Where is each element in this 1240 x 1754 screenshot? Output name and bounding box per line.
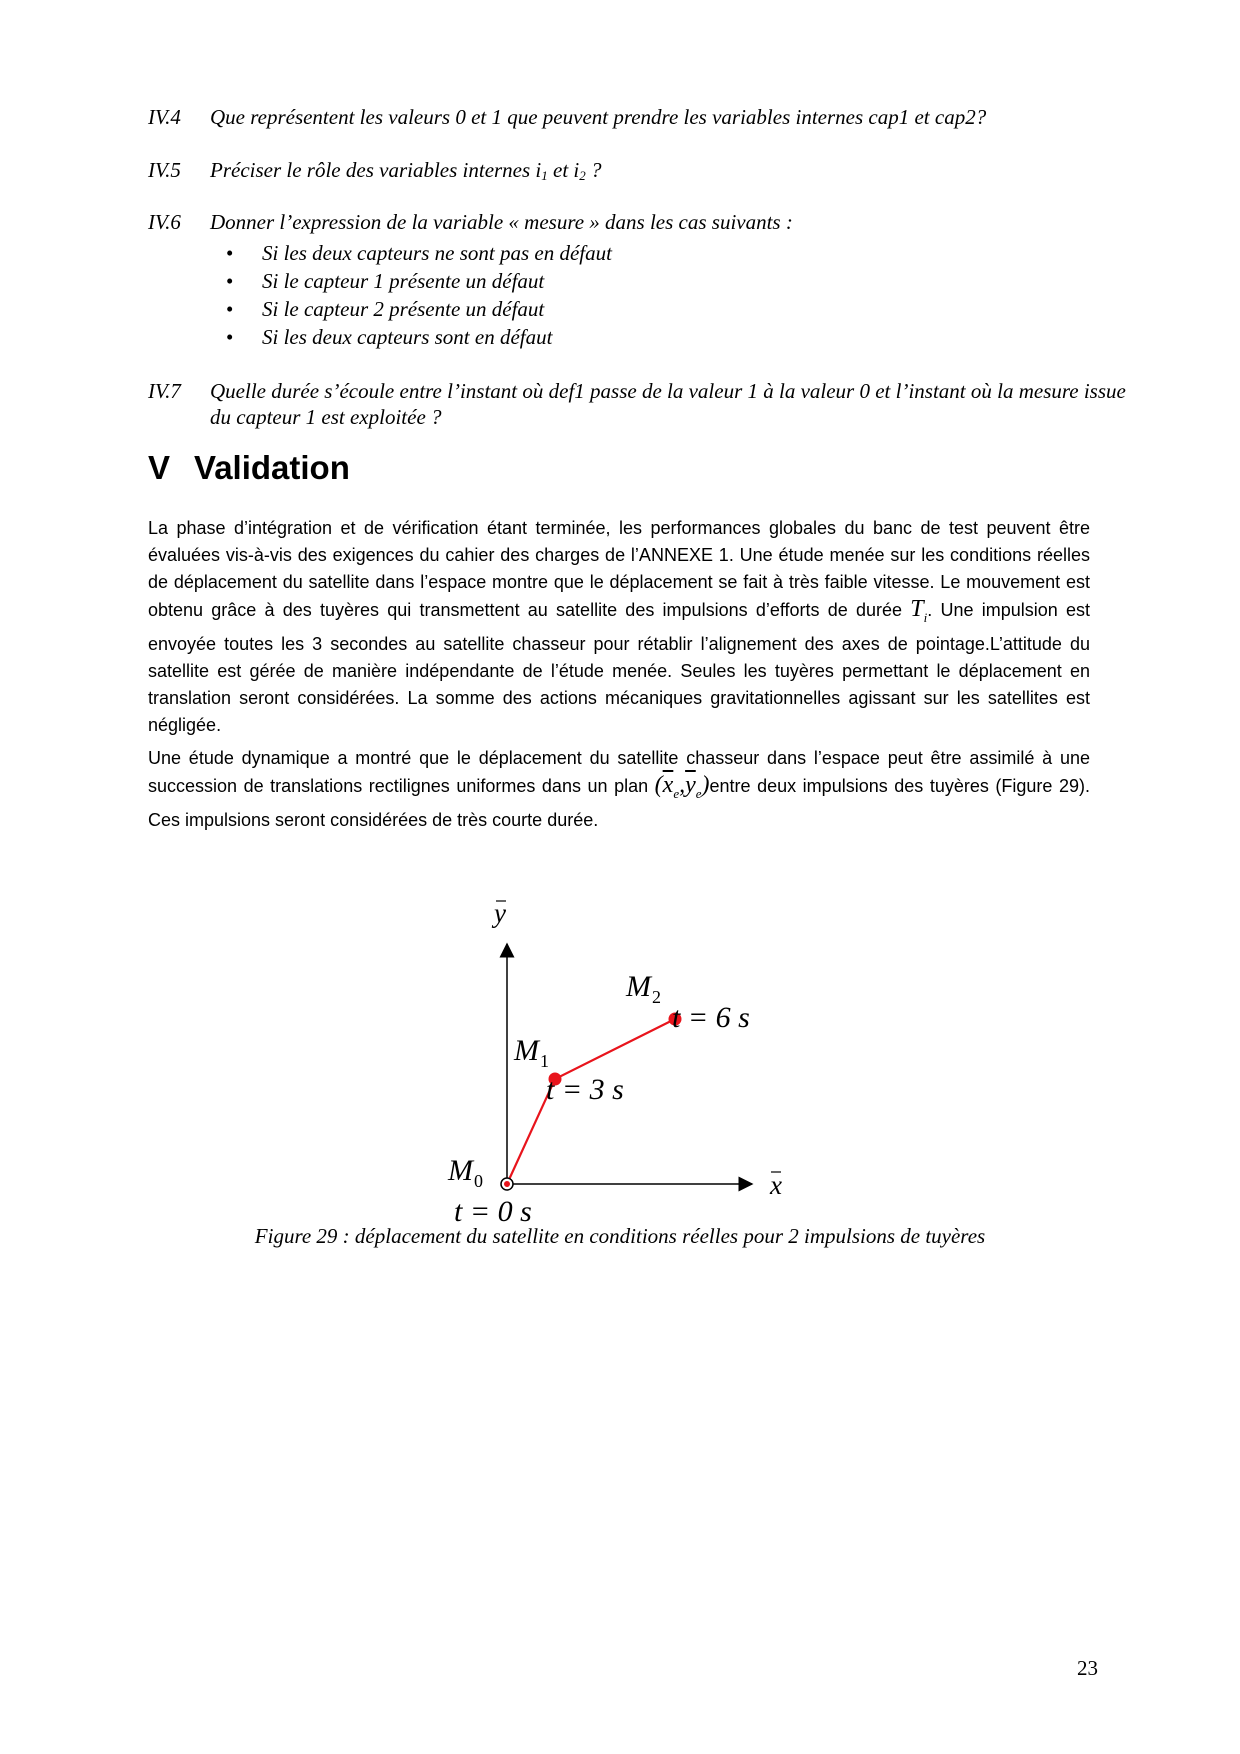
question-number: IV.7	[148, 379, 181, 403]
math-plane: $(\overline{x}_e,\overline{y}_e)$	[654, 772, 710, 801]
math-ti	[910, 596, 928, 625]
y-axis-label: y	[494, 898, 506, 928]
subscript: 1	[541, 168, 548, 183]
math-symbol: $\overline{y}$	[685, 772, 696, 798]
question-text-part: et i	[547, 158, 580, 182]
math-symbol: T	[910, 596, 924, 622]
paragraph-text: Une étude dynamique a montré que le déplacement du satellite chasseur dans l’espace peut être assimilé à une succession de translations rectilignes uniformes dans un plan	[148, 748, 1090, 796]
origin-dot	[504, 1181, 510, 1187]
question-text	[210, 157, 1150, 183]
section-heading	[148, 448, 350, 488]
point-label: $M_0$	[448, 1154, 483, 1191]
question-number: IV.5	[148, 158, 181, 182]
section-title: Validation	[194, 449, 350, 486]
page-number: 23	[1077, 1656, 1098, 1680]
list-item: • Si les deux capteurs sont en défaut	[222, 323, 612, 351]
point-label: $M_1$	[514, 1034, 549, 1071]
point-label: $M_2$	[626, 970, 661, 1007]
paragraph-text: La phase d’intégration et de vérification étant terminée, les performances globales du banc de test peuvent être évaluées vis-à-vis des exigences du cahier des charges de l’ANNEXE 1. Une étude menée sur les conditions réelles de déplacement du satellite dans l’espace montre que le déplacement se fait à très faible vitesse. Le mouvement est obtenu grâce à des tuyères qui transmettent au satellite des impulsions d’efforts de durée	[148, 518, 1090, 620]
math-subscript: e	[673, 785, 680, 801]
time-label: t = 6 s	[672, 1001, 750, 1034]
question-text: Quelle durée s’écoule entre l’instant où def1 passe de la valeur 1 à la valeur 0 et l’instant où la mesure issue du capteur 1 est exploitée ?	[210, 379, 1126, 429]
time-label: t = 0 s	[454, 1195, 532, 1224]
question-text: Que représentent les valeurs 0 et 1 que peuvent prendre les variables internes cap1 et cap2?	[210, 105, 987, 129]
math-subscript: e	[695, 785, 702, 801]
question-number: IV.6	[148, 210, 181, 234]
time-label: t = 3 s	[546, 1073, 624, 1106]
question-text: Donner l’expression de la variable « mesure » dans les cas suivants :	[210, 210, 793, 234]
question-text-part: ?	[585, 158, 602, 182]
question-text-part: Préciser le rôle des variables internes i	[210, 158, 542, 182]
subscript: 2	[579, 168, 586, 183]
list-item: • Si les deux capteurs ne sont pas en défaut	[222, 239, 612, 267]
math-subscript: i	[923, 609, 928, 625]
point-m1	[513, 1034, 624, 1106]
cases-list	[222, 239, 612, 351]
point-m2	[625, 970, 750, 1034]
x-axis-label: x	[770, 1170, 782, 1200]
figure-caption: Figure 29 : déplacement du satellite en conditions réelles pour 2 impulsions de tuyères	[254, 1224, 986, 1248]
displacement-figure	[440, 884, 800, 1224]
section-number: V	[148, 449, 171, 486]
paragraph-text: entre deux impulsions des tuyères (Figure 29). Ces impulsions seront considérées de très courte durée.	[148, 776, 1090, 830]
math-symbol: $\overline{x}$	[662, 772, 674, 798]
list-item: • Si le capteur 2 présente un défaut	[222, 295, 612, 323]
question-number: IV.4	[148, 105, 181, 129]
paragraph-intro	[148, 515, 1090, 739]
list-item: • Si le capteur 1 présente un défaut	[222, 267, 612, 295]
point-m0	[447, 1154, 532, 1224]
paragraph-dynamics	[148, 745, 1090, 834]
paragraph-text: . Une impulsion est envoyée toutes les 3 secondes au satellite chasseur pour rétablir l’alignement des axes de pointage.L’attitude du satellite est gérée de manière indépendante de l’étude menée. Seules les tuyères permettant le déplacement en translation seront considérées. La somme des actions mécaniques gravitationnelles agissant sur les satellites est négligée.	[148, 600, 1090, 735]
